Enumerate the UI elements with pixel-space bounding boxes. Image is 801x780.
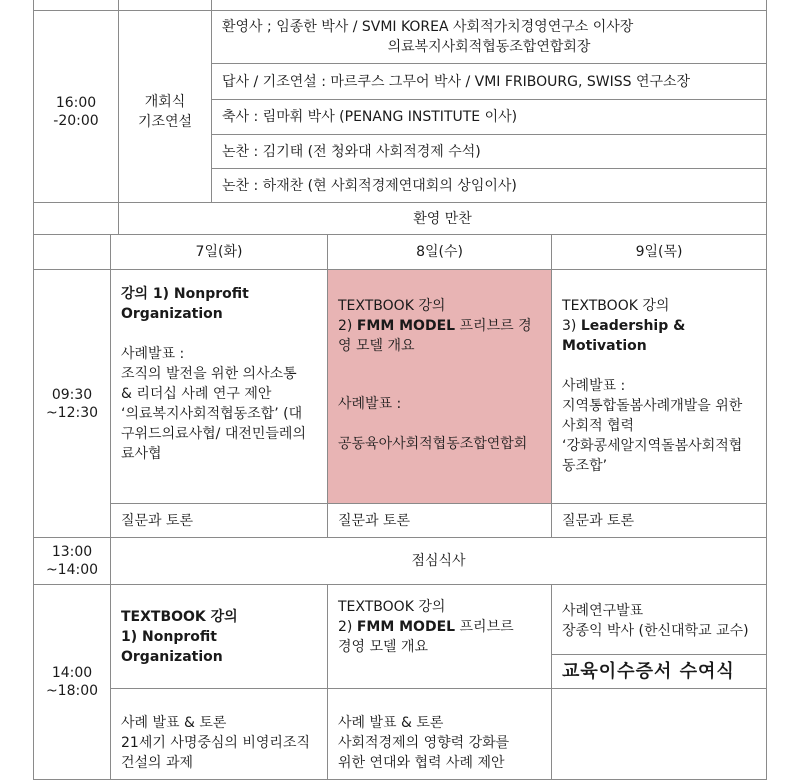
lunch: 점심식사 bbox=[111, 538, 767, 585]
afternoon-day2-top bbox=[328, 585, 552, 689]
morning-day2-lecture bbox=[338, 316, 541, 356]
afternoon-day2-bottom: 사례 발표 & 토론 사회적경제의 영향력 강화를 위한 연대와 협력 사례 제안 bbox=[328, 689, 552, 780]
qa-day3: 질문과 토론 bbox=[552, 504, 767, 538]
afternoon-day3-top: 사례연구발표 장종익 박사 (한신대학교 교수) bbox=[552, 585, 767, 655]
morning-day2 bbox=[328, 270, 552, 504]
qa-day1: 질문과 토론 bbox=[111, 504, 328, 538]
discussion-row-2: 논찬 : 하재찬 (현 사회적경제연대회의 상임이사) bbox=[212, 169, 767, 203]
morning-day1-case-label: 사례발표 : bbox=[121, 346, 185, 362]
day-header-3: 9일(목) bbox=[552, 235, 767, 270]
congrats-row: 축사 : 림마휘 박사 (PENANG INSTITUTE 이사) bbox=[212, 100, 767, 135]
day-header-1: 7일(화) bbox=[111, 235, 328, 270]
opening-section: 개회식 기조연설 bbox=[119, 11, 212, 203]
morning-day3-lecture-num: 3) bbox=[562, 318, 581, 334]
afternoon-day2-bold: FMM MODEL bbox=[356, 619, 456, 635]
morning-time: 09:30 ~12:30 bbox=[34, 270, 111, 538]
morning-day3-case-label: 사례발표 : bbox=[562, 378, 626, 394]
afternoon-day2-prefix: TEXTBOOK 강의 bbox=[338, 599, 446, 615]
banquet: 환영 만찬 bbox=[119, 203, 767, 235]
opening-time: 16:00 -20:00 bbox=[34, 11, 119, 203]
qa-day2: 질문과 토론 bbox=[328, 504, 552, 538]
morning-day2-case: 공동육아사회적협동조합연합회 bbox=[338, 436, 528, 452]
morning-day2-lecture-bold: FMM MODEL bbox=[356, 318, 456, 334]
afternoon-day2-num: 2) bbox=[338, 619, 357, 635]
morning-day1-case: 조직의 발전을 위한 의사소통 & 리더십 사례 연구 제안 ‘의료복지사회적협동조합’ (대 구위드의료사협/ 대전민들레의 료사협 bbox=[121, 366, 306, 462]
discussion-row-1: 논찬 : 김기태 (전 청와대 사회적경제 수석) bbox=[212, 135, 767, 169]
morning-day2-lecture-rest: 프리브르 경 영 모델 개요 bbox=[338, 318, 532, 354]
morning-day2-lecture-prefix: TEXTBOOK 강의 bbox=[338, 298, 446, 314]
morning-day3-lecture-bold: Leadership & Motivation bbox=[562, 318, 686, 354]
certificate-ceremony: 교육이수증서 수여식 bbox=[552, 655, 767, 689]
afternoon-day2-rest: 프리브르 경영 모델 개요 bbox=[338, 619, 514, 655]
afternoon-day1-top: TEXTBOOK 강의 1) Nonprofit Organization bbox=[111, 585, 328, 689]
day-header-2: 8일(수) bbox=[328, 235, 552, 270]
schedule-table bbox=[33, 234, 767, 780]
morning-day1-lecture: 강의 1) Nonprofit Organization bbox=[121, 286, 249, 322]
afternoon-day1-bottom: 사례 발표 & 토론 21세기 사명중심의 비영리조직 건설의 과제 bbox=[111, 689, 328, 780]
welcome-line2: 의료복지사회적협동조합연합회장 bbox=[387, 39, 591, 55]
morning-day1 bbox=[111, 270, 328, 504]
lunch-time: 13:00 ~14:00 bbox=[34, 538, 111, 585]
keynote-row: 답사 / 기조연설 : 마르쿠스 그무어 박사 / VMI FRIBOURG, SWISS 연구소장 bbox=[212, 64, 767, 100]
morning-day3 bbox=[552, 270, 767, 504]
morning-day2-case-label: 사례발표 : bbox=[338, 396, 402, 412]
morning-day3-case: 지역통합돌봄사례개발을 위한 사회적 협력 ‘강화콩세알지역돌봄사회적협 동조합’ bbox=[562, 398, 743, 474]
morning-day2-lecture-num: 2) bbox=[338, 318, 357, 334]
opening-table bbox=[33, 0, 767, 235]
morning-day3-lecture-prefix: TEXTBOOK 강의 bbox=[562, 298, 670, 314]
welcome-speech bbox=[212, 11, 767, 64]
welcome-line1: 환영사 ; 임종한 박사 / SVMI KOREA 사회적가치경영연구소 이사장 bbox=[222, 19, 634, 35]
afternoon-time: 14:00 ~18:00 bbox=[34, 585, 111, 780]
